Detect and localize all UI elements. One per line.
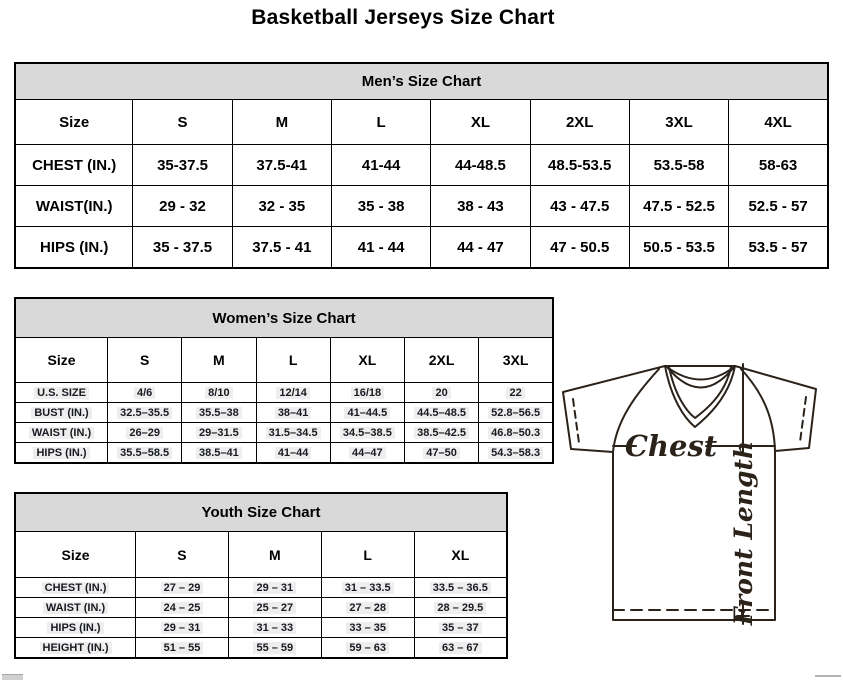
row-label: WAIST (IN.) [15, 598, 136, 618]
cell-value: 59 – 63 [321, 638, 414, 659]
column-header: M [228, 532, 321, 578]
mens-size-chart-section [14, 62, 829, 269]
cell-value: 29 - 32 [133, 186, 232, 227]
cell-value: 46.8–50.3 [479, 423, 553, 443]
cell-value: 34.5–38.5 [330, 423, 404, 443]
column-header: M [182, 338, 256, 383]
cell-value: 38 - 43 [431, 186, 530, 227]
cell-value: 54.3–58.3 [479, 443, 553, 464]
column-header: S [108, 338, 182, 383]
row-label: HIPS (IN.) [15, 443, 108, 464]
cell-value: 26–29 [108, 423, 182, 443]
table-title: Men’s Size Chart [15, 63, 828, 100]
column-header: L [331, 100, 430, 145]
row-label: WAIST(IN.) [15, 186, 133, 227]
row-label: CHEST (IN.) [15, 578, 136, 598]
cell-value: 58-63 [729, 145, 828, 186]
front-length-label: Front Length [729, 440, 758, 626]
cell-value: 35-37.5 [133, 145, 232, 186]
cell-value: 38–41 [256, 403, 330, 423]
cell-value: 51 – 55 [136, 638, 229, 659]
row-label: U.S. SIZE [15, 383, 108, 403]
cell-value: 41–44.5 [330, 403, 404, 423]
cell-value: 27 – 29 [136, 578, 229, 598]
cell-value: 16/18 [330, 383, 404, 403]
cell-value: 41–44 [256, 443, 330, 464]
cell-value: 44-48.5 [431, 145, 530, 186]
column-header: L [256, 338, 330, 383]
cell-value: 37.5-41 [232, 145, 331, 186]
cell-value: 52.5 - 57 [729, 186, 828, 227]
right-armhole-seam [741, 369, 775, 451]
left-cuff-dashed-line [573, 399, 579, 443]
cell-value: 37.5 - 41 [232, 227, 331, 269]
cell-value: 55 – 59 [228, 638, 321, 659]
cell-value: 8/10 [182, 383, 256, 403]
cell-value: 53.5-58 [629, 145, 728, 186]
cell-value: 53.5 - 57 [729, 227, 828, 269]
womens-size-chart-section [14, 297, 554, 464]
cell-value: 20 [404, 383, 478, 403]
column-header: Size [15, 100, 133, 145]
cell-value: 35.5–58.5 [108, 443, 182, 464]
cell-value: 63 – 67 [414, 638, 507, 659]
cell-value: 4/6 [108, 383, 182, 403]
cell-value: 29 – 31 [136, 618, 229, 638]
column-header: 2XL [404, 338, 478, 383]
row-label: BUST (IN.) [15, 403, 108, 423]
column-header: S [133, 100, 232, 145]
column-header: Size [15, 338, 108, 383]
column-header: XL [330, 338, 404, 383]
table-title: Women’s Size Chart [15, 298, 553, 338]
jersey-diagram-svg [556, 356, 834, 646]
cell-value: 43 - 47.5 [530, 186, 629, 227]
cell-value: 38.5–41 [182, 443, 256, 464]
cell-value: 12/14 [256, 383, 330, 403]
cell-value: 35 - 37.5 [133, 227, 232, 269]
jersey-measurement-diagram [556, 356, 834, 646]
cell-value: 44–47 [330, 443, 404, 464]
column-header: XL [414, 532, 507, 578]
cell-value: 28 – 29.5 [414, 598, 507, 618]
cell-value: 25 – 27 [228, 598, 321, 618]
cell-value: 29–31.5 [182, 423, 256, 443]
row-label: WAIST (IN.) [15, 423, 108, 443]
cell-value: 32.5–35.5 [108, 403, 182, 423]
cutoff-element-fragment [815, 675, 841, 677]
cell-value: 31.5–34.5 [256, 423, 330, 443]
cell-value: 47.5 - 52.5 [629, 186, 728, 227]
row-label: HIPS (IN.) [15, 227, 133, 269]
mens-size-table [14, 62, 829, 269]
jersey-outline [563, 366, 816, 620]
womens-size-table [14, 297, 554, 464]
column-header: 2XL [530, 100, 629, 145]
column-header: Size [15, 532, 136, 578]
cell-value: 32 - 35 [232, 186, 331, 227]
chest-label: Chest [624, 429, 718, 463]
youth-size-chart-section [14, 492, 508, 659]
column-header: S [136, 532, 229, 578]
cell-value: 33 – 35 [321, 618, 414, 638]
cell-value: 52.8–56.5 [479, 403, 553, 423]
cell-value: 22 [479, 383, 553, 403]
page-title: Basketball Jerseys Size Chart [251, 6, 555, 29]
cell-value: 31 – 33.5 [321, 578, 414, 598]
cutoff-element-fragment [2, 674, 23, 680]
cell-value: 44 - 47 [431, 227, 530, 269]
cell-value: 48.5-53.5 [530, 145, 629, 186]
column-header: 3XL [479, 338, 553, 383]
cell-value: 27 – 28 [321, 598, 414, 618]
column-header: M [232, 100, 331, 145]
column-header: XL [431, 100, 530, 145]
cell-value: 24 – 25 [136, 598, 229, 618]
table-title: Youth Size Chart [15, 493, 507, 532]
row-label: HIPS (IN.) [15, 618, 136, 638]
youth-size-table [14, 492, 508, 659]
row-label: CHEST (IN.) [15, 145, 133, 186]
column-header: 3XL [629, 100, 728, 145]
cell-value: 35 - 38 [331, 186, 430, 227]
cell-value: 44.5–48.5 [404, 403, 478, 423]
cell-value: 47–50 [404, 443, 478, 464]
cell-value: 41 - 44 [331, 227, 430, 269]
cell-value: 47 - 50.5 [530, 227, 629, 269]
right-cuff-dashed-line [800, 397, 806, 442]
cell-value: 31 – 33 [228, 618, 321, 638]
cell-value: 29 – 31 [228, 578, 321, 598]
cell-value: 50.5 - 53.5 [629, 227, 728, 269]
column-header: 4XL [729, 100, 828, 145]
cell-value: 35 – 37 [414, 618, 507, 638]
cell-value: 35.5–38 [182, 403, 256, 423]
cell-value: 33.5 – 36.5 [414, 578, 507, 598]
cell-value: 41-44 [331, 145, 430, 186]
column-header: L [321, 532, 414, 578]
cell-value: 38.5–42.5 [404, 423, 478, 443]
row-label: HEIGHT (IN.) [15, 638, 136, 659]
